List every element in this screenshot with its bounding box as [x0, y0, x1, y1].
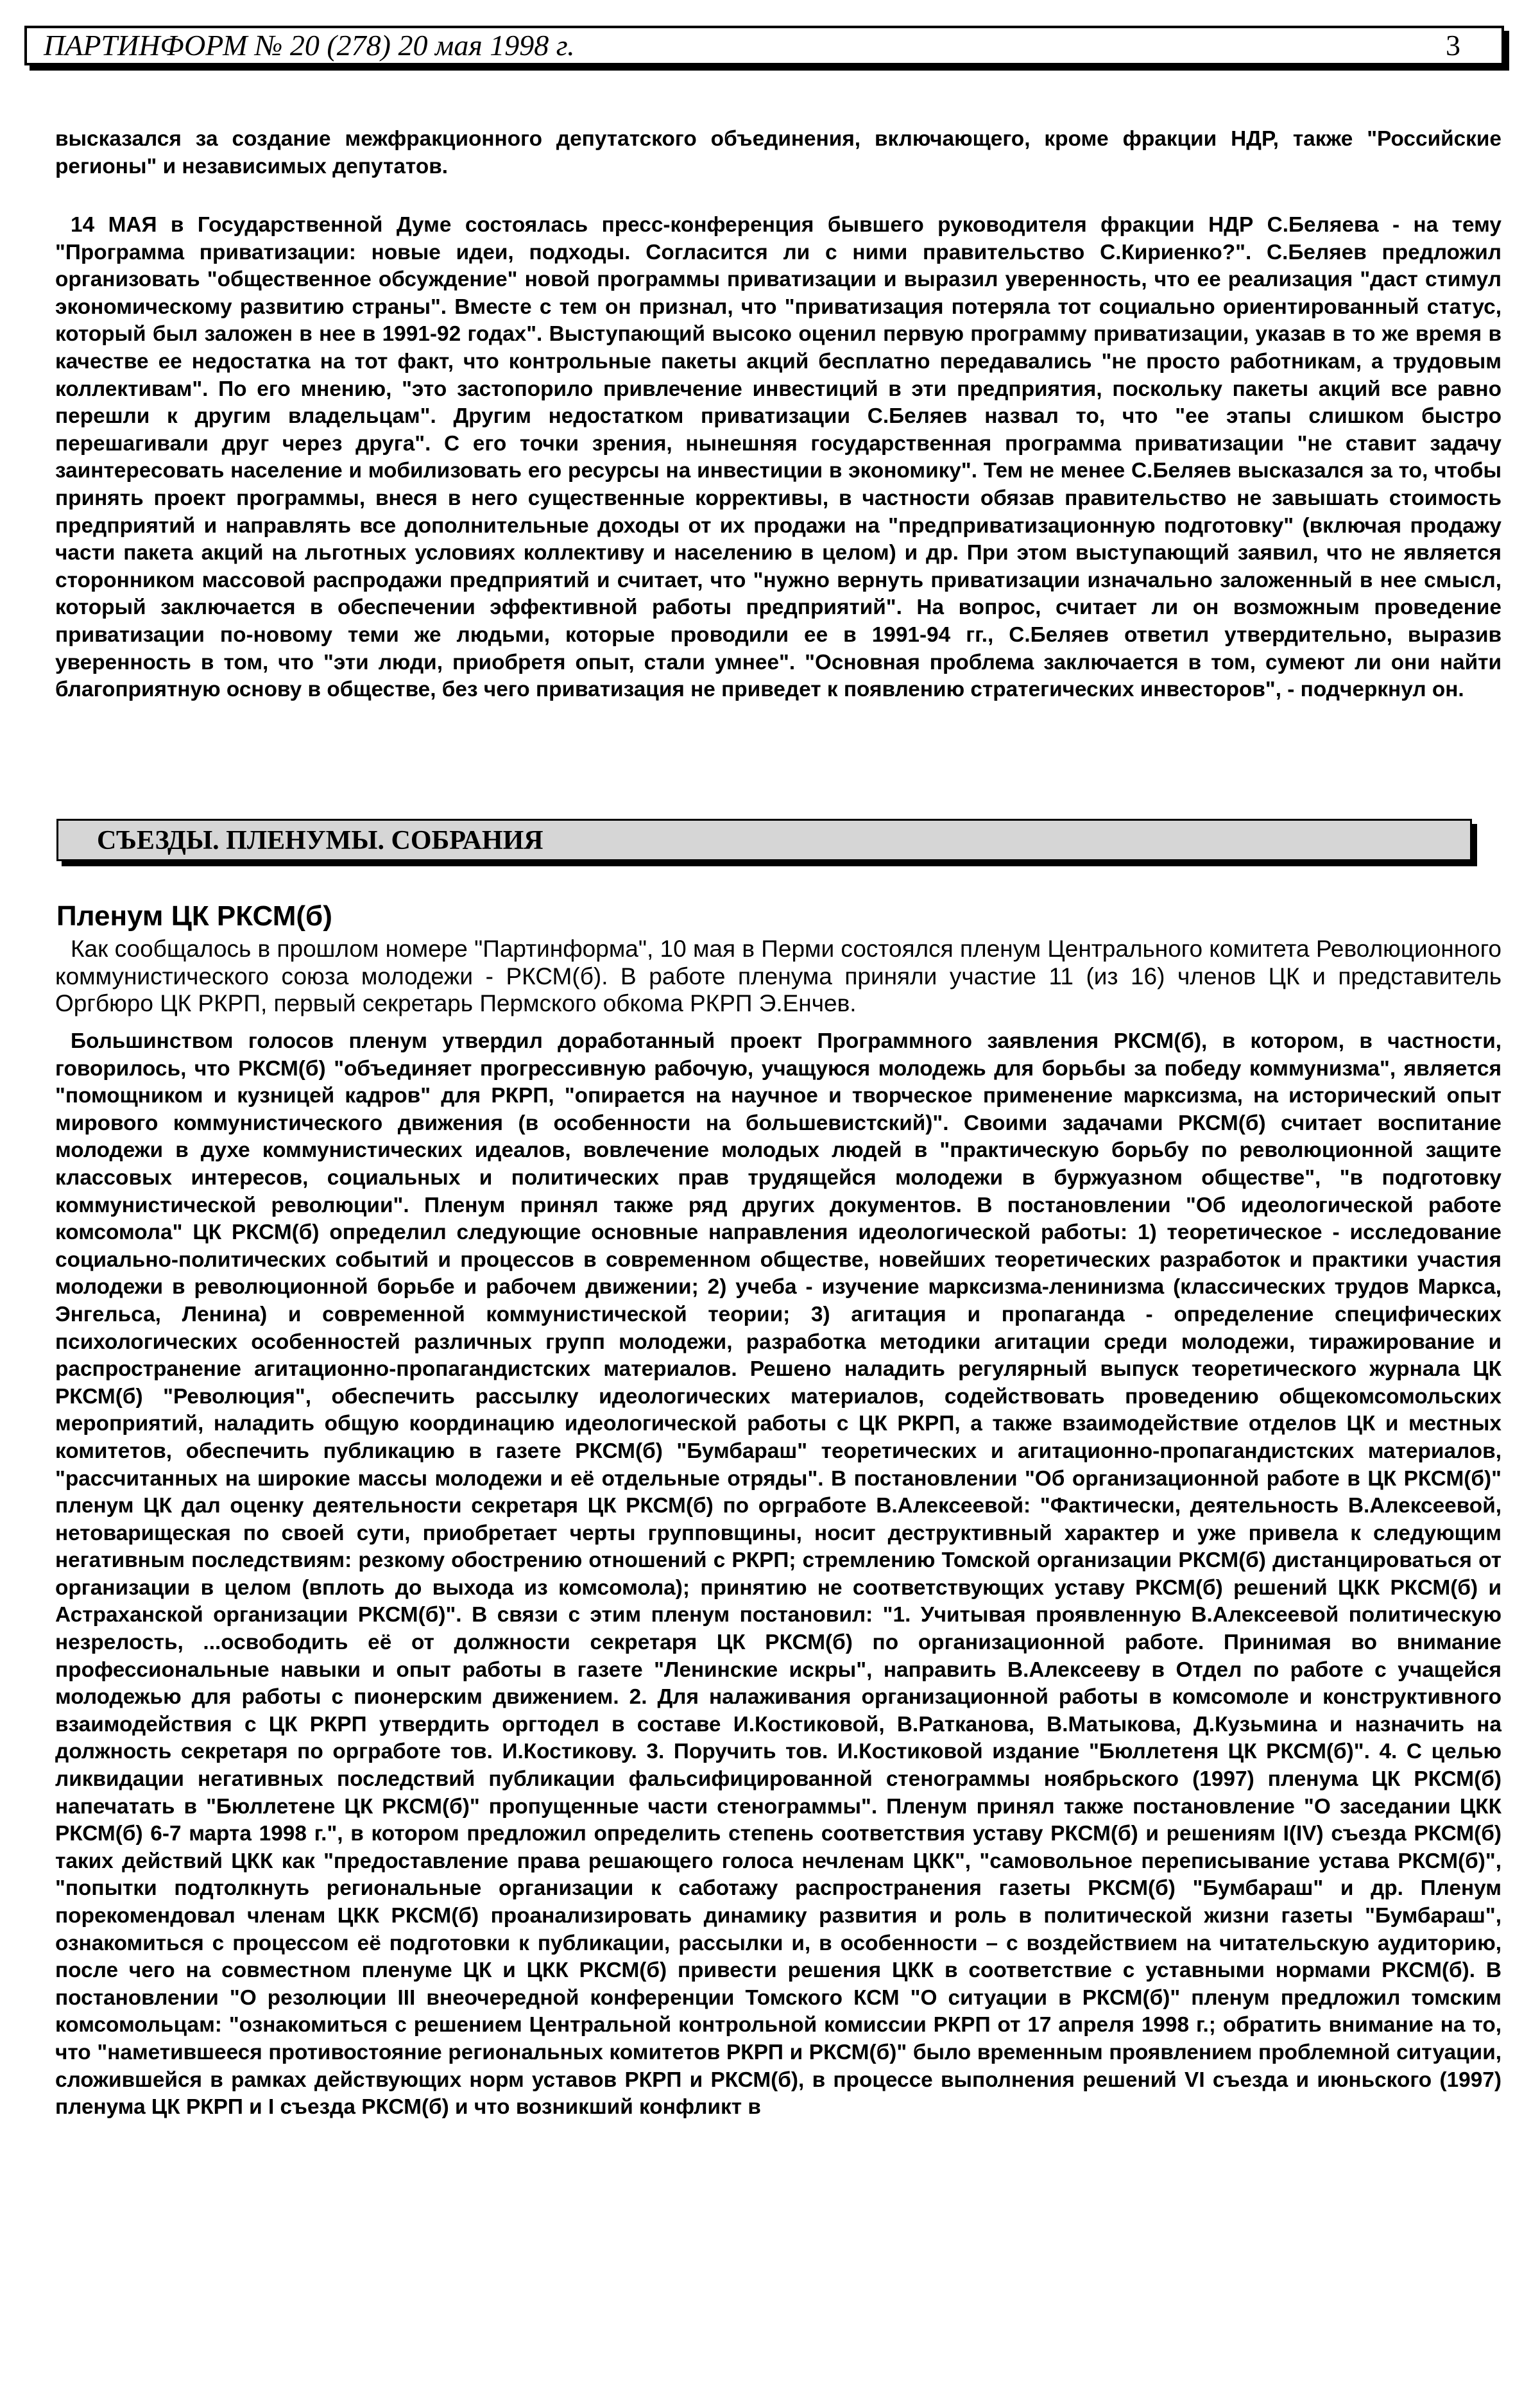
page-number: 3 — [1446, 29, 1460, 62]
page-header — [24, 26, 1504, 65]
news-item — [55, 212, 1502, 704]
article-heading: Пленум ЦК РКСМ(б) — [56, 900, 332, 932]
section-title: СЪЕЗДЫ. ПЛЕНУМЫ. СОБРАНИЯ — [97, 826, 543, 855]
article-body — [55, 1028, 1502, 2121]
section-header — [56, 819, 1472, 861]
publication-title: ПАРТИНФОРМ № 20 (278) 20 мая 1998 г. — [44, 29, 575, 62]
continuation-text: высказался за создание межфракционного депутатского объединения, включающего, кроме фракции НДР, также "Российские регионы" и независимых депутатов. — [55, 127, 1502, 178]
continuation-paragraph — [55, 126, 1502, 180]
article-body-text: Большинством голосов пленум утвердил доработанный проект Программного заявления РКСМ(б), в котором, в частности, говорилось, что РКСМ(б) "объединяет прогрессивную рабочую, учащуюся молодежь для борьбы за победу коммунизма", является "помощником и кузницей кадров" для РКРП, "опирается на научное и творческое применение марксизма, на исторический опыт мирового коммунистического движения (в особенности на большевистский)". Своими задачами РКСМ(б) считает воспитание молодежи в духе коммунистических идеалов, вовлечение молодых людей в "практическую борьбу по революционной защите классовых интересов, социальных и политических прав трудящейся молодежи в буржуазном обществе", "в подготовку коммунистической революции". Пленум принял также ряд других документов. В постановлении "Об идеологической работе комсомола" ЦК РКСМ(б) определил следующие основные направления идеологической работы: 1) теоретическое - исследование социально-политических событий и процессов в современном обществе, новейших теоретических разработок и практики участия молодежи в революционной борьбе и рабочем движении; 2) учеба - изучение марксизма-ленинизма (классических трудов Маркса, Энгельса, Ленина) и современной коммунистической теории; 3) агитация и пропаганда - определение специфических психологических особенностей различных групп молодежи, разработка методики агитации среди молодежи, тиражирование и распространение агитационно-пропагандистских материалов. Решено наладить регулярный выпуск теоретического журнала ЦК РКСМ(б) "Революция", обеспечить рассылку идеологических материалов, содействовать проведению общекомсомольских мероприятий, наладить общую координацию идеологической работы с ЦК РКРП, а также взаимодействие отделов ЦК и местных комитетов, обеспечить публикацию в газете РКСМ(б) "Бумбараш" теоретических и агитационно-пропагандистских материалов, "рассчитанных на широкие массы молодежи и её отдельные отряды". В постановлении "Об организационной работе в ЦК РКСМ(б)" пленум ЦК дал оценку деятельности секретаря ЦК РКСМ(б) по оргработе В.Алексеевой: "Фактически, деятельность В.Алексеевой, нетоварищеская по своей сути, приобретает черты групповщины, носит деструктивный характер и уже привела к следующим негативным последствиям: резкому обострению отношений с РКРП; стремлению Томской организации РКСМ(б) дистанцироваться от организации в целом (вплоть до выхода из комсомола); принятию не соответствующих уставу РКСМ(б) решений ЦКК РКСМ(б) и Астраханской организации РКСМ(б)". В связи с этим пленум постановил: "1. Учитывая проявленную В.Алексеевой политическую незрелость, ...освободить её от должности секретаря ЦК РКСМ(б) по организационной работе. Принимая во внимание профессиональные навыки и опыт работы в газете "Ленинские искры", направить В.Алексееву в Отдел по работе с учащейся молодежью для работы с пионерским движением. 2. Для налаживания организационной работы в комсомоле и конструктивного взаимодействия с ЦК РКРП утвердить оргтодел в составе И.Костиковой, В.Ратканова, В.Матыкова, Д.Кузьмина и назначить на должность секретаря по оргработе тов. И.Костикову. 3. Поручить тов. И.Костиковой издание "Бюллетеня ЦК РКСМ(б)". 4. С целью ликвидации негативных последствий публикации фальсифицированной стенограммы ноябрьского (1997) пленума ЦК РКСМ(б) напечатать в "Бюллетене ЦК РКСМ(б)" пропущенные части стенограммы". Пленум принял также постановление "О заседании ЦКК РКСМ(б) 6-7 марта 1998 г.", в котором предложил определить степень соответствия уставу РКСМ(б) и решениям I(IV) съезда РКСМ(б) таких действий ЦКК как "предоставление права решающего голоса нечленам ЦКК", "самовольное переписывание устава РКСМ(б)", "попытки подтолкнуть региональные организации к саботажу распространения газеты РКСМ(б) "Бумбараш" и др. Пленум порекомендовал членам ЦКК РКСМ(б) проанализировать динамику развития и роль в политической жизни газеты "Бумбараш", ознакомиться с процессом её подготовки к публикации, рассылки и, в особенности – с воздействием на читательскую аудиторию, после чего на совместном пленуме ЦК и ЦКК РКСМ(б) привести решения ЦКК в соответствие с уставными нормами РКСМ(б). В постановлении "О резолюции III внеочередной конференции Томского КСМ "О ситуации в РКСМ(б)" пленум предложил томским комсомольцам: "ознакомиться с решением Центральной контрольной комиссии РКРП от 17 апреля 1998 г.; обратить внимание на то, что "наметившееся противостояние региональных комитетов РКРП и РКСМ(б)" было временным проявлением проблемной ситуации, сложившейся в рамках действующих норм уставов РКРП и РКСМ(б), в процессе выполнения решений VI съезда и июньского (1997) пленума ЦК РКРП и I съезда РКСМ(б) и что возникший конфликт в — [55, 1029, 1502, 2120]
article-intro-text: Как сообщалось в прошлом номере "Партинформа", 10 мая в Перми состоялся пленум Центрального комитета Революционного коммунистического союза молодежи - РКСМ(б). В работе пленума приняли участие 11 (из 16) членов ЦК и представитель Оргбюро ЦК РКРП, первый секретарь Пермского обкома РКРП Э.Енчев. — [55, 936, 1502, 1017]
article-intro — [55, 936, 1502, 1018]
news-item-text: 14 МАЯ в Государственной Думе состоялась пресс-конференция бывшего руководителя фракции НДР С.Беляева - на тему "Программа приватизации: новые идеи, подходы. Согласится ли с ними правительство С.Кириенко?". С.Беляев предложил организовать "общественное обсуждение" новой программы приватизации и выразил уверенность, что ее реализация "даст стимул экономическому развитию страны". Вместе с тем он признал, что "приватизация потеряла тот социально ориентированный статус, который был заложен в нее в 1991-92 годах". Выступающий высоко оценил первую программу приватизации, указав в то же время в качестве ее недостатка на тот факт, что контрольные пакеты акций бесплатно передавались "не просто работникам, а трудовым коллективам". По его мнению, "это застопорило привлечение инвестиций в эти предприятия, поскольку пакеты акций все равно перешли к другим владельцам". Другим недостатком приватизации С.Беляев назвал то, что "ее этапы слишком быстро перешагивали друг через друга". С его точки зрения, нынешняя государственная программа приватизации "не ставит задачу заинтересовать население и мобилизовать его ресурсы на инвестиции в экономику". Тем не менее С.Беляев высказался за то, чтобы принять проект программы, внеся в него существенные коррективы, в частности обязав правительство не завышать стоимость предприятий и направлять все дополнительные доходы от их продажи на "предприватизационную подготовку" (включая продажу части пакета акций на льготных условиях коллективу и населению в целом) и др. При этом выступающий заявил, что не является сторонником массовой распродажи предприятий и считает, что "нужно вернуть приватизации изначально заложенный в нее смысл, который заключается в обеспечении эффективной работы предприятий". На вопрос, считает ли он возможным проведение приватизации по-новому теми же людьми, которые проводили ее в 1991-94 гг., С.Беляев ответил утвердительно, выразив уверенность в том, что "эти люди, приобретя опыт, стали умнее". "Основная проблема заключается в том, сумеют ли они найти благоприятную основу в обществе, без чего приватизация не приведет к появлению стратегических инвесторов", - подчеркнул он. — [55, 213, 1502, 702]
